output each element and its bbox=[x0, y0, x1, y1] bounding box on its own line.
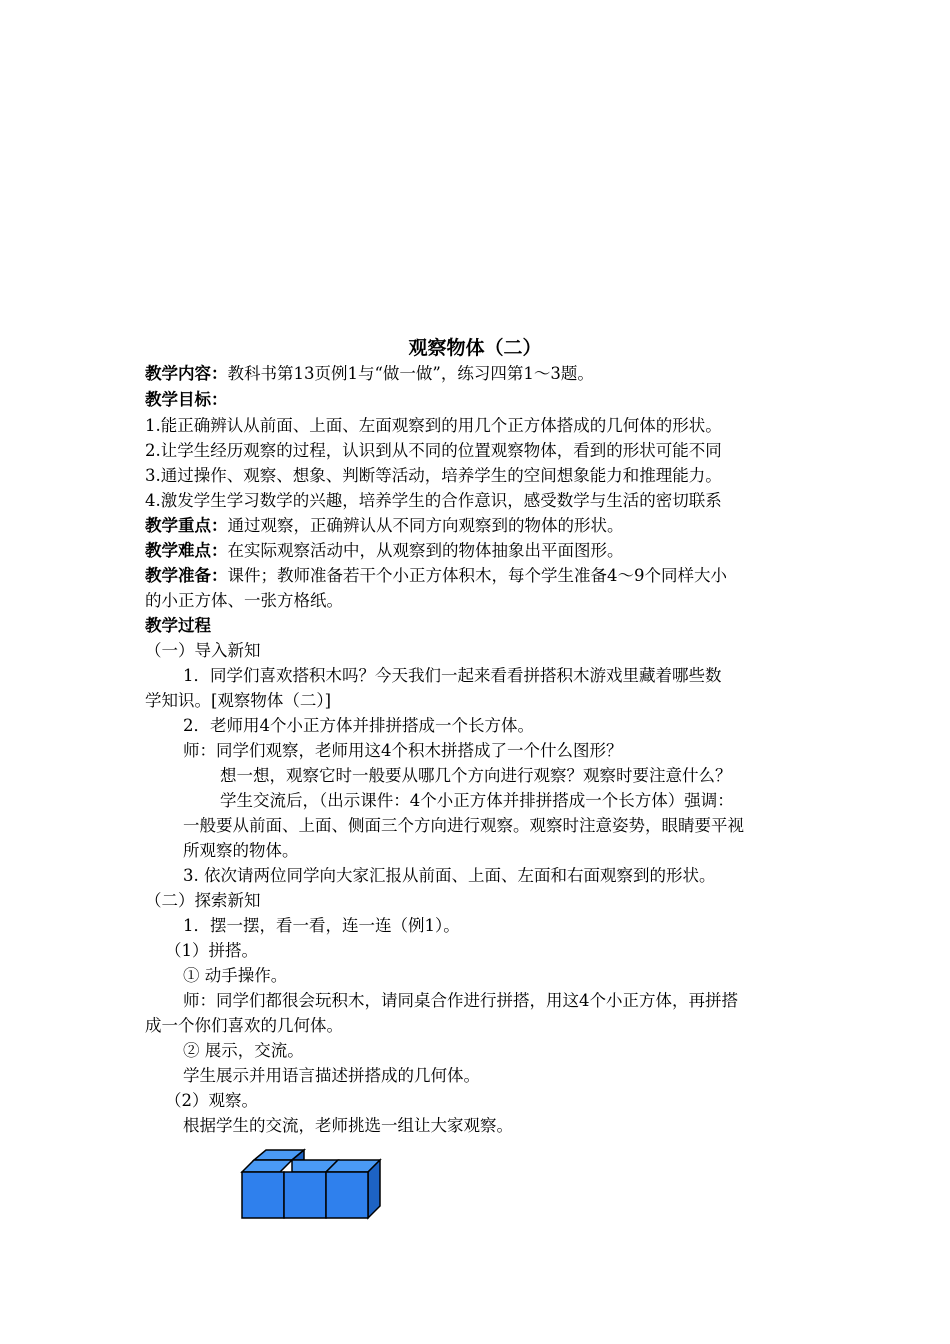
section-heading: （一）导入新知 bbox=[145, 641, 261, 660]
cube-front-face bbox=[284, 1172, 326, 1218]
objective-item: 2.让学生经历观察的过程，认识到从不同的位置观察物体，看到的形状可能不同 bbox=[145, 441, 722, 460]
difficulty-label: 教学难点： bbox=[145, 541, 228, 560]
objective-item: 4.激发学生学习数学的兴趣，培养学生的合作意识，感受数学与生活的密切联系 bbox=[145, 491, 722, 510]
difficulty-line bbox=[145, 541, 624, 561]
page-title: 观察物体（二） bbox=[408, 337, 542, 359]
process-line: ② 展示，交流。 bbox=[183, 1041, 304, 1060]
process-line: 3. 依次请两位同学向大家汇报从前面、上面、左面和右面观察到的形状。 bbox=[183, 866, 716, 885]
process-line: 学生展示并用语言描述拼搭成的几何体。 bbox=[183, 1066, 480, 1085]
process-line: 1．摆一摆，看一看，连一连（例1）。 bbox=[183, 916, 460, 935]
difficulty-text: 在实际观察活动中，从观察到的物体抽象出平面图形。 bbox=[227, 541, 624, 560]
cube-front-face bbox=[326, 1172, 368, 1218]
content-line bbox=[145, 364, 594, 384]
process-line: 想一想，观察它时一般要从哪几个方向进行观察？观察时要注意什么？ bbox=[220, 766, 732, 785]
content-text: 教科书第13页例1与“做一做”，练习四第1～3题。 bbox=[227, 364, 594, 383]
preparation-label: 教学准备： bbox=[145, 566, 228, 585]
process-line: 1．同学们喜欢搭积木吗？今天我们一起来看看拼搭积木游戏里藏着哪些数 bbox=[183, 666, 722, 685]
content-label: 教学内容： bbox=[145, 364, 228, 383]
process-line: 学生交流后，（出示课件：4个小正方体并排拼搭成一个长方体）强调： bbox=[220, 791, 734, 810]
key-point-line bbox=[145, 516, 624, 536]
process-label: 教学过程 bbox=[145, 616, 211, 635]
process-line: 师：同学们都很会玩积木，请同桌合作进行拼搭，用这4个小正方体，再拼搭 bbox=[183, 991, 738, 1010]
process-line: 学知识。[观察物体（二）] bbox=[145, 691, 332, 710]
section-heading: （二）探索新知 bbox=[145, 891, 261, 910]
preparation-line bbox=[145, 566, 727, 586]
preparation-text-cont: 的小正方体、一张方格纸。 bbox=[145, 591, 343, 610]
process-line: 师：同学们观察，老师用这4个积木拼搭成了一个什么图形？ bbox=[183, 741, 623, 760]
objectives-label: 教学目标： bbox=[145, 390, 228, 409]
cube-arrangement-figure bbox=[240, 1146, 390, 1226]
process-line: （2）观察。 bbox=[165, 1091, 258, 1110]
process-line: 成一个你们喜欢的几何体。 bbox=[145, 1016, 343, 1035]
cube-top-face bbox=[242, 1160, 292, 1172]
process-line: 2．老师用4个小正方体并排拼搭成一个长方体。 bbox=[183, 716, 534, 735]
cube-front-face bbox=[242, 1172, 284, 1218]
objective-item: 1.能正确辨认从前面、上面、左面观察到的用几个正方体搭成的几何体的形状。 bbox=[145, 416, 722, 435]
key-point-label: 教学重点： bbox=[145, 516, 228, 535]
key-point-text: 通过观察，正确辨认从不同方向观察到的物体的形状。 bbox=[227, 516, 624, 535]
process-line: （1）拼搭。 bbox=[165, 941, 258, 960]
process-line: 所观察的物体。 bbox=[183, 841, 299, 860]
process-line: 一般要从前面、上面、侧面三个方向进行观察。观察时注意姿势，眼睛要平视 bbox=[183, 816, 744, 835]
process-line: 根据学生的交流，老师挑选一组让大家观察。 bbox=[183, 1116, 513, 1135]
objective-item: 3.通过操作、观察、想象、判断等活动，培养学生的空间想象能力和推理能力。 bbox=[145, 466, 722, 485]
preparation-text: 课件；教师准备若干个小正方体积木，每个学生准备4～9个同样大小 bbox=[227, 566, 727, 585]
process-line: ① 动手操作。 bbox=[183, 966, 288, 985]
